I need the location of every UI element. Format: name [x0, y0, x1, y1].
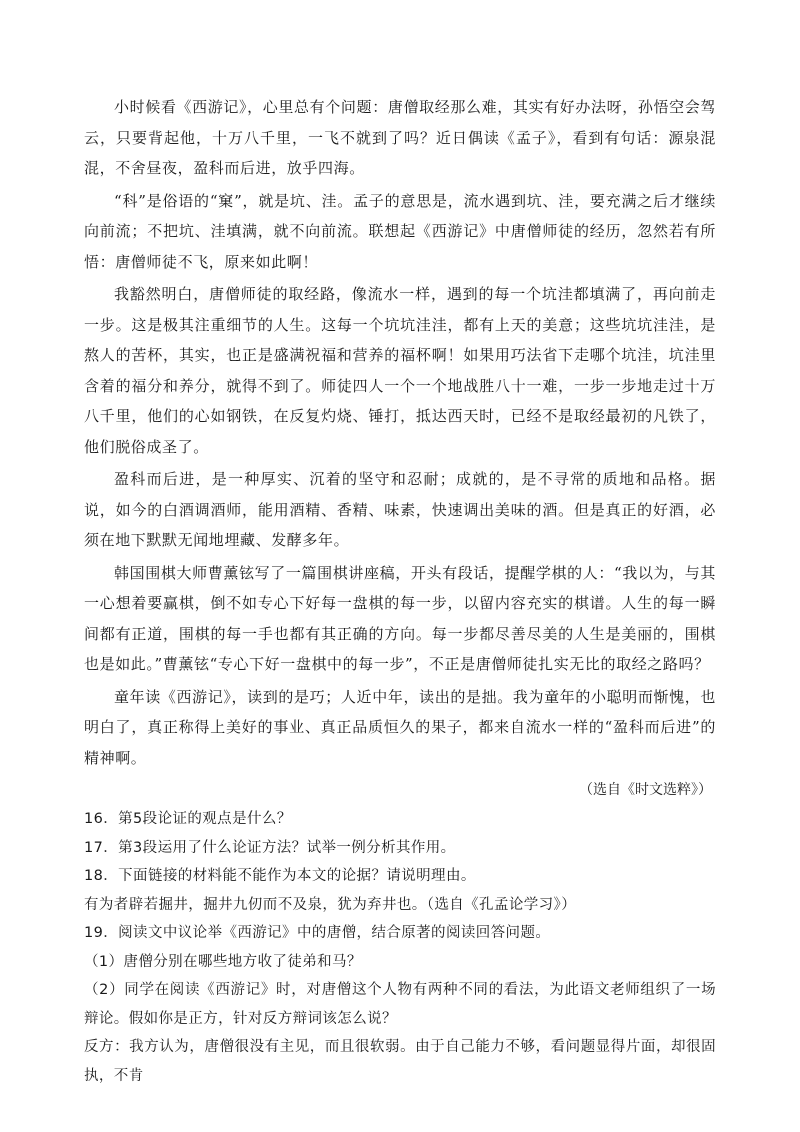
passage-paragraph-1: 小时候看《西游记》，心里总有个问题：唐僧取经那么难，其实有好办法呀，孙悟空会驾云，只要背起他，十万八千里，一飞不就到了吗？近日偶读《孟子》，看到有句话：源泉混混，不舍昼夜，盈科而后进，放乎四海。	[84, 98, 716, 177]
question-list	[84, 805, 716, 1090]
question-19: 19．阅读文中议论举《西游记》中的唐僧，结合原著的阅读回答问题。	[84, 925, 551, 941]
passage-paragraph-4: 盈科而后进，是一种厚实、沉着的坚守和忍耐；成就的，是不寻常的质地和品格。据说，如今的白酒调酒师，能用酒精、香精、味素，快速调出美味的酒。但是真正的好酒，必须在地下默默无闻地埋藏、发酵多年。	[84, 470, 716, 549]
question-19-part-2: （2）同学在阅读《西游记》时，对唐僧这个人物有两种不同的看法，为此语文老师组织了一场辩论。假如你是正方，针对反方辩词该怎么说？	[84, 982, 716, 1027]
question-19-opponent-statement: 反方：我方认为，唐僧很没有主见，而且很软弱。由于自己能力不够，看问题显得片面，却很固执，不肯	[84, 1039, 716, 1084]
passage-paragraph-2: “科”是俗语的“窠”，就是坑、洼。孟子的意思是，流水遇到坑、洼，要充满之后才继续向前流；不把坑、洼填满，就不向前流。联想起《西游记》中唐僧师徒的经历，忽然若有所悟：唐僧师徒不飞，原来如此啊！	[84, 191, 716, 271]
question-18-material: 有为者辟若掘井，掘井九仞而不及泉，犹为弃井也。（选自《孔孟论学习》）	[84, 896, 577, 913]
question-19-part-1: （1）唐僧分别在哪些地方收了徒弟和马？	[84, 953, 362, 970]
passage-paragraph-6: 童年读《西游记》，读到的是巧；人近中年，读出的是拙。我为童年的小聪明而惭愧，也明白了，真正称得上美好的事业、真正品质恒久的果子，都来自流水一样的“盈科而后进”的精神啊。	[84, 687, 716, 767]
passage-paragraph-5: 韩国围棋大师曹薰铉写了一篇围棋讲座稿，开头有段话，提醒学棋的人：“我以为，与其一心想着要赢棋，倒不如专心下好每一盘棋的每一步，以留内容充实的棋谱。人生的每一瞬间都有正道，围棋的每一手也都有其正确的方向。每一步都尽善尽美的人生是美丽的，围棋也是如此。”曹薰铉“专心下好一盘棋中的每一步”，不正是唐僧师徒扎实无比的取经之路吗？	[84, 563, 716, 673]
question-16: 16．第5段论证的观点是什么？	[84, 811, 292, 827]
question-17: 17．第3段运用了什么论证方法？试举一例分析其作用。	[84, 839, 456, 856]
passage-paragraph-3: 我豁然明白，唐僧师徒的取经路，像流水一样，遇到的每一个坑洼都填满了，再向前走一步。这是极其注重细节的人生。这每一个坑坑洼洼，都有上天的美意；这些坑坑洼洼，是熬人的苦杯，其实，也正是盛满祝福和营养的福杯啊！如果用巧法省下走哪个坑洼，坑洼里含着的福分和养分，就得不到了。师徒四人一个一个地战胜八十一难，一步一步地走过十万八千里，他们的心如钢铁，在反复灼烧、锤打，抵达西天时，已经不是取经最初的凡铁了，他们脱俗成圣了。	[84, 285, 716, 456]
reading-passage	[84, 92, 716, 773]
question-18: 18．下面链接的材料能不能作为本文的论据？请说明理由。	[84, 868, 476, 884]
passage-source: （选自《时文选粹》）	[579, 782, 712, 798]
